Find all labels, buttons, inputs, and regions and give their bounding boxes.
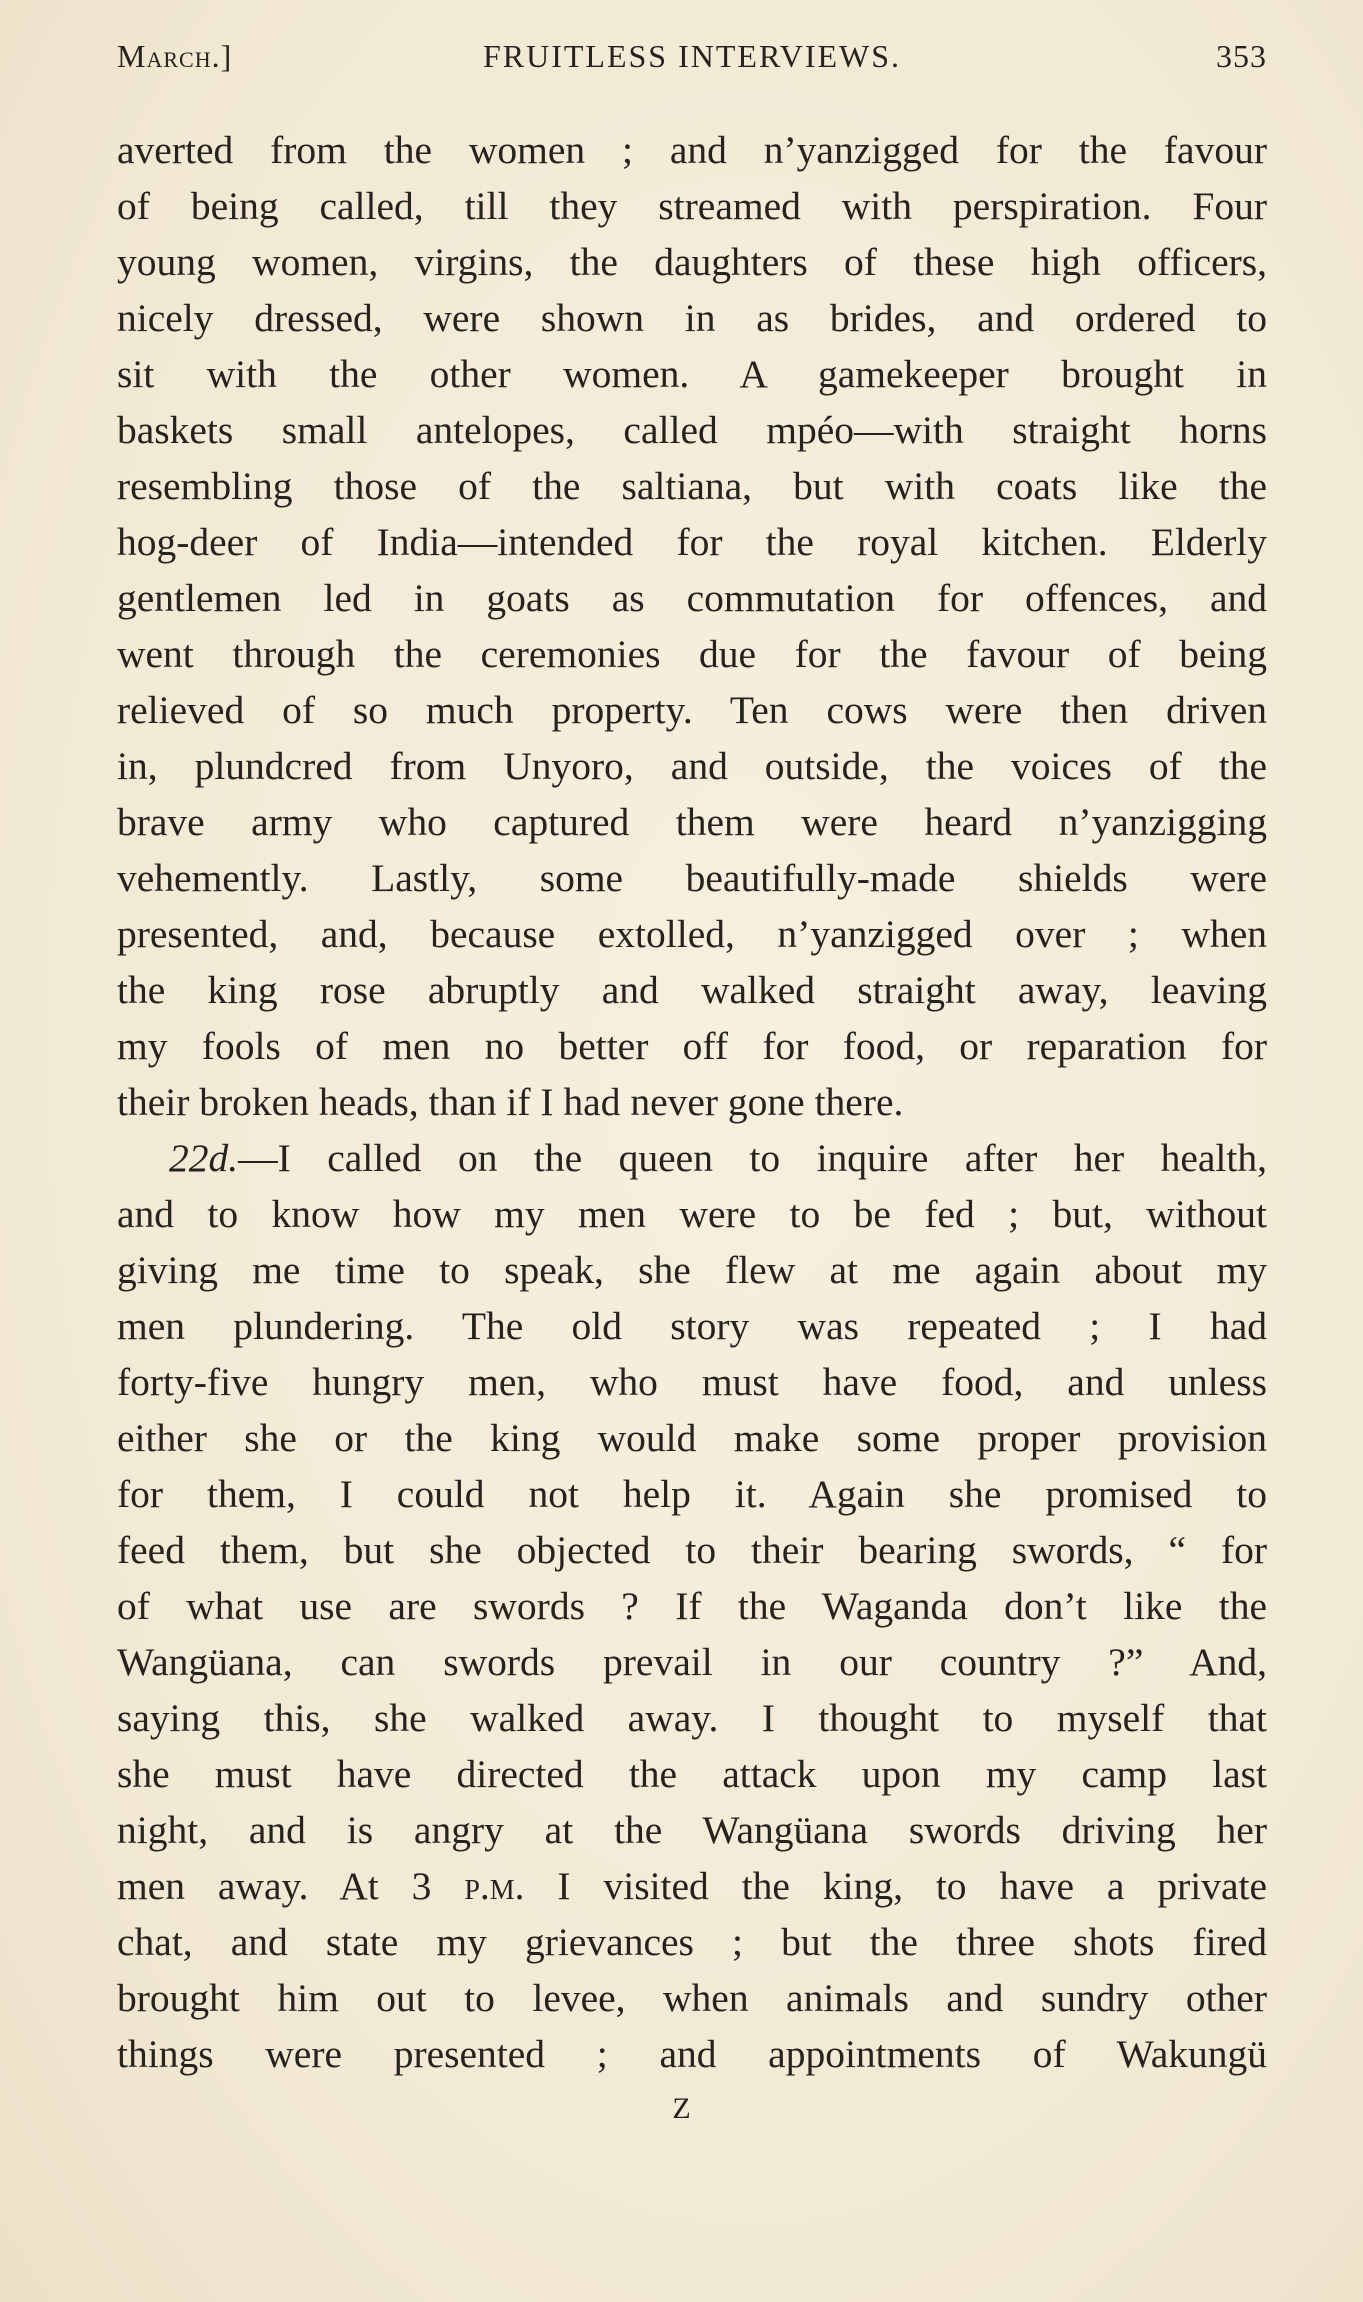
header-month: March.] xyxy=(117,38,233,74)
text-fragment: —I called on the queen to inquire after her health, xyxy=(238,1136,1267,1180)
text-line: young women, virgins, the daughters of these high officers, xyxy=(117,240,1267,284)
entry-date: 22d. xyxy=(169,1136,239,1180)
text-line: resembling those of the saltiana, but with coats like the xyxy=(117,464,1267,508)
running-header xyxy=(117,38,1267,88)
text-line: for them, I could not help it. Again she promised to xyxy=(117,1472,1267,1516)
text-line: Wangüana, can swords prevail in our country ?” And, xyxy=(117,1640,1267,1684)
signature-mark: Z xyxy=(672,2092,691,2125)
text-line-time xyxy=(117,1858,1267,1914)
text-line: of what use are swords ? If the Waganda don’t like the xyxy=(117,1584,1267,1628)
text-line: the king rose abruptly and walked straight away, leaving xyxy=(117,968,1267,1012)
text-line: presented, and, because extolled, n’yanzigged over ; when xyxy=(117,912,1267,956)
text-line: baskets small antelopes, called mpéo—with straight horns xyxy=(117,408,1267,452)
paragraph-start-line xyxy=(117,1130,1267,1186)
text-line: forty-five hungry men, who must have food, and unless xyxy=(117,1360,1267,1404)
text-line: averted from the women ; and n’yanzigged for the favour xyxy=(117,128,1267,172)
text-line: brave army who captured them were heard n’yanzigging xyxy=(117,800,1267,844)
text-line: either she or the king would make some proper provision xyxy=(117,1416,1267,1460)
text-line: sit with the other women. A gamekeeper brought in xyxy=(117,352,1267,396)
text-line: chat, and state my grievances ; but the three shots fired xyxy=(117,1920,1267,1964)
text-line: and to know how my men were to be fed ; but, without xyxy=(117,1192,1267,1236)
text-line: men plundering. The old story was repeated ; I had xyxy=(117,1304,1267,1348)
text-fragment: men away. At 3 xyxy=(117,1864,465,1908)
text-line: gentlemen led in goats as commutation for offences, and xyxy=(117,576,1267,620)
text-line: nicely dressed, were shown in as brides, and ordered to xyxy=(117,296,1267,340)
text-line: feed them, but she objected to their bearing swords, “ for xyxy=(117,1528,1267,1572)
text-line: went through the ceremonies due for the favour of being xyxy=(117,632,1267,676)
text-line: their broken heads, than if I had never gone there. xyxy=(117,1080,904,1124)
text-line: night, and is angry at the Wangüana swords driving her xyxy=(117,1808,1267,1852)
text-line: giving me time to speak, she flew at me again about my xyxy=(117,1248,1267,1292)
text-line: of being called, till they streamed with perspiration. Four xyxy=(117,184,1267,228)
text-line: my fools of men no better off for food, or reparation for xyxy=(117,1024,1267,1068)
text-line: saying this, she walked away. I thought to myself that xyxy=(117,1696,1267,1740)
text-line: hog-deer of India—intended for the royal kitchen. Elderly xyxy=(117,520,1267,564)
text-line: relieved of so much property. Ten cows were then driven xyxy=(117,688,1267,732)
text-fragment: I visited the king, to have a private xyxy=(524,1864,1268,1908)
body-text xyxy=(117,122,1267,2082)
text-line: vehemently. Lastly, some beautifully-made shields were xyxy=(117,856,1267,900)
time-abbreviation: p.m. xyxy=(464,1864,525,1908)
text-line: brought him out to levee, when animals and sundry other xyxy=(117,1976,1267,2020)
text-line: in, plundcred from Unyoro, and outside, the voices of the xyxy=(117,744,1267,788)
text-line: she must have directed the attack upon my camp last xyxy=(117,1752,1267,1796)
page-number: 353 xyxy=(1216,38,1267,74)
text-line: things were presented ; and appointments of Wakungü xyxy=(117,2032,1267,2076)
header-chapter-title: FRUITLESS INTERVIEWS. xyxy=(482,38,902,74)
